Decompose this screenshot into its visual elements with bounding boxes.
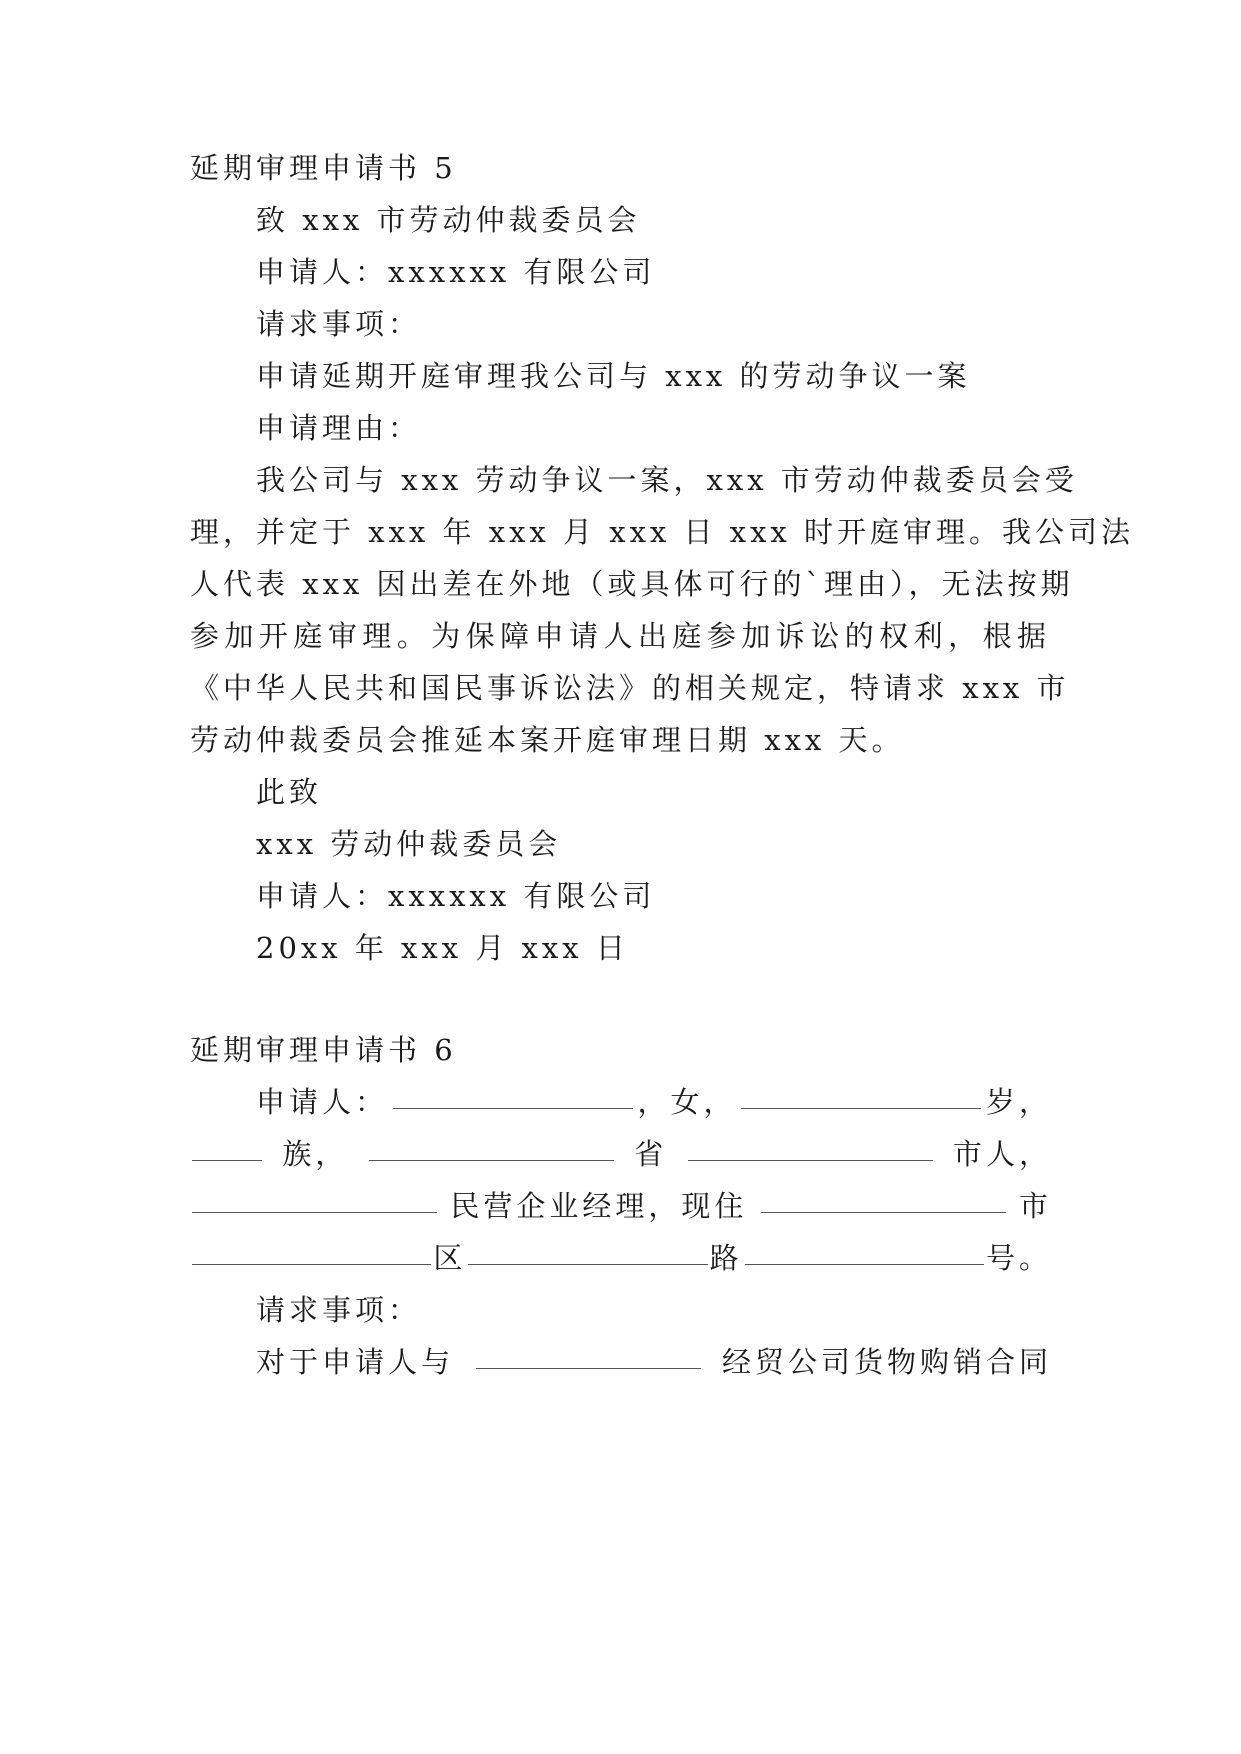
doc6-age-suffix: 岁， (985, 1085, 1052, 1119)
doc6-title: 延期审理申请书 6 (190, 1033, 457, 1067)
doc5-title: 延期审理申请书 5 (190, 151, 457, 185)
blank-residence-city[interactable] (761, 1186, 1006, 1213)
doc6-city-suffix: 市 (1018, 1189, 1052, 1223)
doc5-reason-line-4: 参加开庭审理。为保障申请人出庭参加诉讼的权利，根据 (190, 619, 1050, 653)
blank-occupation[interactable] (192, 1186, 437, 1213)
doc5-reason-heading: 申请理由： (256, 411, 422, 445)
blank-city-origin[interactable] (688, 1134, 933, 1161)
blank-name[interactable] (393, 1082, 633, 1109)
doc6-origin-line (190, 1134, 1052, 1174)
doc6-province-suffix: 省 (634, 1137, 668, 1171)
doc5-signature: 申请人：xxxxxx 有限公司 (256, 879, 656, 913)
doc6-request-prefix: 对于申请人与 (256, 1345, 455, 1379)
blank-company[interactable] (476, 1342, 701, 1369)
blank-district[interactable] (192, 1238, 431, 1265)
doc5-recipient: xxx 劳动仲裁委员会 (256, 827, 562, 861)
doc5-request-heading: 请求事项： (256, 307, 422, 341)
doc6-number-suffix: 号。 (985, 1241, 1052, 1275)
doc5-applicant: 申请人：xxxxxx 有限公司 (256, 255, 656, 289)
doc5-closing: 此致 (256, 775, 323, 809)
doc6-occupation-line (190, 1186, 1052, 1226)
doc5-reason-line-2: 理，并定于 xxx 年 xxx 月 xxx 日 xxx 时开庭审理。我公司法 (190, 515, 1135, 549)
blank-road[interactable] (468, 1238, 707, 1265)
doc6-district-suffix: 区 (433, 1241, 467, 1275)
doc6-city-person-suffix: 市人， (952, 1137, 1052, 1171)
blank-province[interactable] (369, 1134, 614, 1161)
doc6-applicant-line (256, 1082, 1052, 1122)
blank-age[interactable] (741, 1082, 981, 1109)
blank-number[interactable] (745, 1238, 984, 1265)
doc5-reason-line-1: 我公司与 xxx 劳动争议一案，xxx 市劳动仲裁委员会受 (256, 463, 1078, 497)
doc6-address-line (190, 1238, 1052, 1278)
doc6-gender-text: ，女， (637, 1085, 737, 1119)
blank-ethnicity[interactable] (192, 1134, 262, 1161)
doc5-reason-line-6: 劳动仲裁委员会推延本案开庭审理日期 xxx 天。 (190, 723, 905, 757)
doc5-reason-line-5: 《中华人民共和国民事诉讼法》的相关规定，特请求 xxx 市 (190, 671, 1070, 705)
doc6-road-suffix: 路 (709, 1241, 743, 1275)
doc6-occupation-text: 民营企业经理，现住 (450, 1189, 748, 1223)
doc6-request-heading: 请求事项： (256, 1293, 422, 1327)
doc6-request-line (256, 1342, 1052, 1382)
doc5-date: 20xx 年 xxx 月 xxx 日 (256, 931, 629, 965)
doc6-request-suffix: 经贸公司货物购销合同 (721, 1345, 1052, 1379)
doc6-applicant-label: 申请人： (256, 1085, 389, 1119)
doc5-request: 申请延期开庭审理我公司与 xxx 的劳动争议一案 (256, 359, 971, 393)
doc6-ethnicity-suffix: 族， (282, 1137, 349, 1171)
doc5-reason-line-3: 人代表 xxx 因出差在外地（或具体可行的`理由），无法按期 (190, 567, 1074, 601)
doc5-addressee: 致 xxx 市劳动仲裁委员会 (256, 203, 641, 237)
